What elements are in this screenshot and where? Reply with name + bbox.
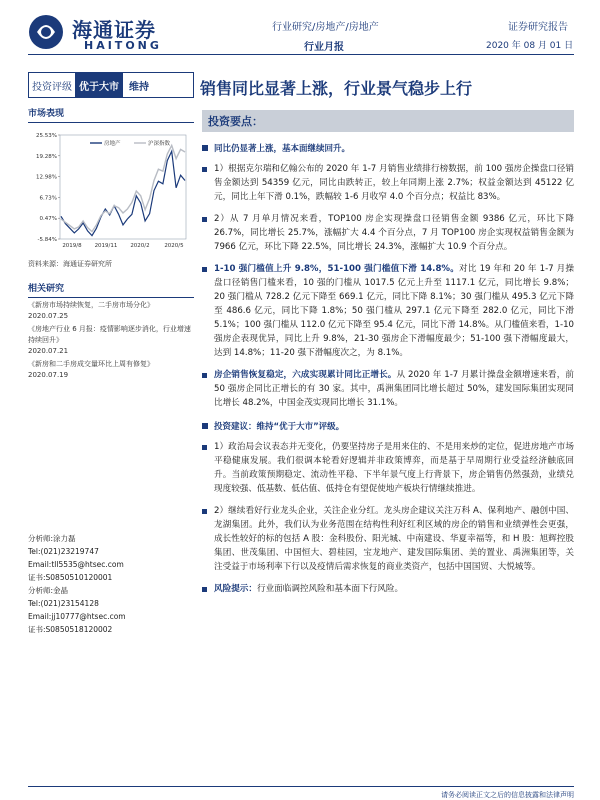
related-research-date: 2020.07.19 [28, 371, 69, 379]
square-bullet-icon [202, 423, 208, 429]
page-header [0, 0, 600, 60]
logo-mark-icon [28, 12, 64, 52]
bullet-icon [202, 267, 207, 272]
paragraph-block [202, 162, 574, 204]
paragraph-block [202, 504, 574, 574]
analyst-email[interactable]: Email:tll5535@htsec.com [28, 560, 124, 569]
analyst-cert: 证书:S0850510120001 [28, 573, 113, 582]
threshold-body: 对比 19 年和 20 年 1-7 月操盘口径销售门槛来看，10 强的门槛从 1017.5 亿元上升至 1117.1 亿元，同比增长 9.8%；20 强门槛从 728.2 亿元下降至 669.1 亿元，同比下降 8.1%；30 强门槛从 495.3 亿元下降至 486.6 亿元，同比下降 1.8%；50 强门槛从 297.1 亿元下降至 282.0 亿元，同比下滑 5.1%；100 强门槛从 112.0 亿元下降至 95.4 亿元，同比下滑 14.8%。从门槛值来看，1-10 强房企表现优异，同比上升 9.8%，21-30 强房企下滑幅度最少；51-100 强下滑幅度最大，达到 14.8%；11-20 强下滑幅度次之，为 8.1%。 [214, 264, 575, 358]
investment-advice-subheading [202, 420, 574, 432]
y-tick-label: 6.73% [39, 195, 57, 202]
legend-label: 房地产 [104, 141, 121, 147]
x-tick-label: 2020/2 [130, 243, 150, 249]
series-line-real-estate [61, 151, 185, 235]
analyst-tel: Tel:(021)23154128 [28, 599, 99, 608]
bullet-icon [202, 587, 207, 592]
sales-paragraph: 1）根据克尔瑞和亿翰公布的 2020 年 1-7 月销售业绩排行榜数据，前 100 强房企操盘口径销售金额达到 54359 亿元，同比由跌转正，较上年同期上涨 2.7%；权益金额达到 45122 亿元，同比上年下滑 0.1%，跌幅较 1-6 月收窄 4.0 个百分点；权益比 83%。 [214, 164, 574, 202]
bullet-icon [202, 217, 207, 222]
market-performance-chart [28, 127, 194, 255]
key-points-heading: 投资要点： [202, 110, 574, 132]
policy-paragraph: 1）政治局会议表态并无变化，仍要坚持房子是用来住的、不是用来炒的定位，促进房地产市场平稳健康发展。我们很调本轮看好逻辑并非政策博弈，而是基于早周期行业受益经济触底回升。当前政策预期稳定、流动性平稳、下半年景气度上行背景下，房企销售仍然强劲，业绩兑现度较强、低基数、低估值、低持仓有望促使地产板块行情继续推进。 [214, 442, 574, 494]
x-tick-label: 2019/8 [62, 243, 82, 249]
related-research-date: 2020.07.21 [28, 347, 69, 355]
report-label: 证券研究报告 [508, 22, 568, 33]
logo-chinese-name: 海通证券 [72, 18, 156, 42]
bullet-icon [202, 509, 207, 514]
header-divider [28, 54, 574, 55]
threshold-paragraph [202, 262, 574, 360]
y-tick-label: 19.28% [36, 153, 57, 160]
report-title: 销售同比显著上涨，行业景气稳步上行 [200, 79, 473, 98]
disclaimer-footer: 请务必阅读正文之后的信息披露和法律声明 [441, 791, 574, 799]
analyst-cert: 证书:S0850518120002 [28, 625, 113, 634]
x-tick-label: 2020/5 [164, 243, 184, 249]
related-research-item[interactable] [28, 359, 194, 381]
analyst-name: 分析师:金晶 [28, 586, 69, 595]
investment-rating-badge [28, 72, 194, 98]
report-category: 行业研究/房地产/房地产 [272, 22, 379, 33]
picks-paragraph: 2）继续看好行业龙头企业，关注企业分红。龙头房企建议关注万科 A、保利地产、融创中国、龙湖集团。此外，我们认为业务范围在结构性利好红利区域的房企的销售和业绩弹性会更强，成长性较好的标的包括 A 股：金科股份、阳光城、中南建设、华夏幸福等，和 H 股：旭辉控股集团、世茂集团、中国恒大、碧桂园，宝龙地产、建发国际集团、美的置业、禹洲集团等，关注受益于市场利率下行以及疫情后需求恢复的商业类资产，包括中国国贸、大悦城等。 [214, 506, 574, 572]
report-type: 行业月报 [304, 42, 344, 53]
y-tick-label: 25.53% [36, 133, 57, 139]
performance-chart-svg [28, 127, 194, 255]
related-research-title: 《新房市场持续恢复，二手房市场分化》 [28, 301, 154, 309]
main-content [202, 110, 574, 596]
key-point-subheading [202, 142, 574, 154]
recovery-lead: 房企销售恢复稳定，六成实现累计同比正增长。 [214, 370, 397, 380]
left-sidebar [28, 104, 194, 381]
subheading-text: 投资建议：维持“优于大市”评级。 [214, 422, 345, 432]
related-research-date: 2020.07.25 [28, 312, 69, 320]
market-performance-heading: 市场表现 [28, 104, 194, 123]
bullet-icon [202, 445, 207, 450]
chart-source-note: 资料来源：海通证券研究所 [28, 260, 112, 268]
bullet-icon [202, 373, 207, 378]
paragraph-block [202, 212, 574, 254]
analyst-tel: Tel:(021)23219747 [28, 547, 99, 556]
x-tick-label: 2019/11 [94, 243, 118, 249]
recovery-body: 从 2020 年 1-7 月累计操盘金额增速来看，前 50 强房企同比正增长的有 30 家。其中，禹洲集团同比增长超过 50%，建发国际集团实现同比增长 48.2%，中国金茂实现同比增长 31.1%。 [214, 370, 574, 408]
company-logo [28, 12, 178, 54]
report-date: 2020 年 08 月 01 日 [486, 41, 574, 51]
rating-value: 优于大市 [75, 73, 123, 97]
threshold-lead: 1-10 强门槛值上升 9.8%，51-100 强门槛值下滑 14.8%。 [214, 264, 460, 274]
recovery-paragraph [202, 368, 574, 410]
risk-lead: 风险提示： [214, 584, 257, 594]
monthly-paragraph: 2）从 7 月单月情况来看，TOP100 房企实现操盘口径销售金额 9386 亿元，环比下降 26.7%，同比增长 25.7%，涨幅扩大 4.4 个百分点，7 月 TOP100 房企实现权益销售金额为 7966 亿元，环比下降 22.5%，同比增长 24.3%，涨幅扩大 10.9 个百分点。 [214, 214, 574, 252]
paragraph-block [202, 262, 574, 360]
y-tick-label: -5.84% [37, 237, 57, 243]
analyst-name: 分析师:涂力磊 [28, 534, 76, 543]
related-research-title: 《房地产行业 6 月报：疫情影响逐步消化，行业增速持续回升》 [28, 325, 191, 344]
series-line-csi-index [61, 145, 185, 231]
analyst-contacts [28, 532, 194, 636]
y-tick-label: 12.98% [36, 174, 57, 181]
risk-body: 行业面临调控风险和基本面下行风险。 [256, 584, 404, 594]
related-research-item[interactable] [28, 300, 194, 322]
bullet-icon [202, 167, 207, 172]
rating-label: 投资评级 [32, 81, 72, 93]
paragraph-block [202, 440, 574, 496]
related-research-heading: 相关研究 [28, 279, 194, 298]
rating-status: 维持 [129, 81, 149, 93]
related-research-item[interactable] [28, 324, 194, 357]
paragraph-block [202, 582, 574, 596]
legend-label: 沪深指数 [148, 141, 171, 147]
risk-paragraph [202, 582, 574, 596]
subheading-text: 同比仍显著上涨，基本面继续回升。 [214, 144, 351, 154]
y-tick-label: 0.47% [39, 216, 57, 223]
logo-english-name: HAITONG [84, 39, 162, 52]
paragraph-block [202, 368, 574, 410]
square-bullet-icon [202, 145, 208, 151]
footer-divider [28, 786, 574, 787]
analyst-email[interactable]: Email:jj10777@htsec.com [28, 612, 126, 621]
related-research-title: 《新房和二手房成交量环比上周有修复》 [28, 360, 154, 368]
